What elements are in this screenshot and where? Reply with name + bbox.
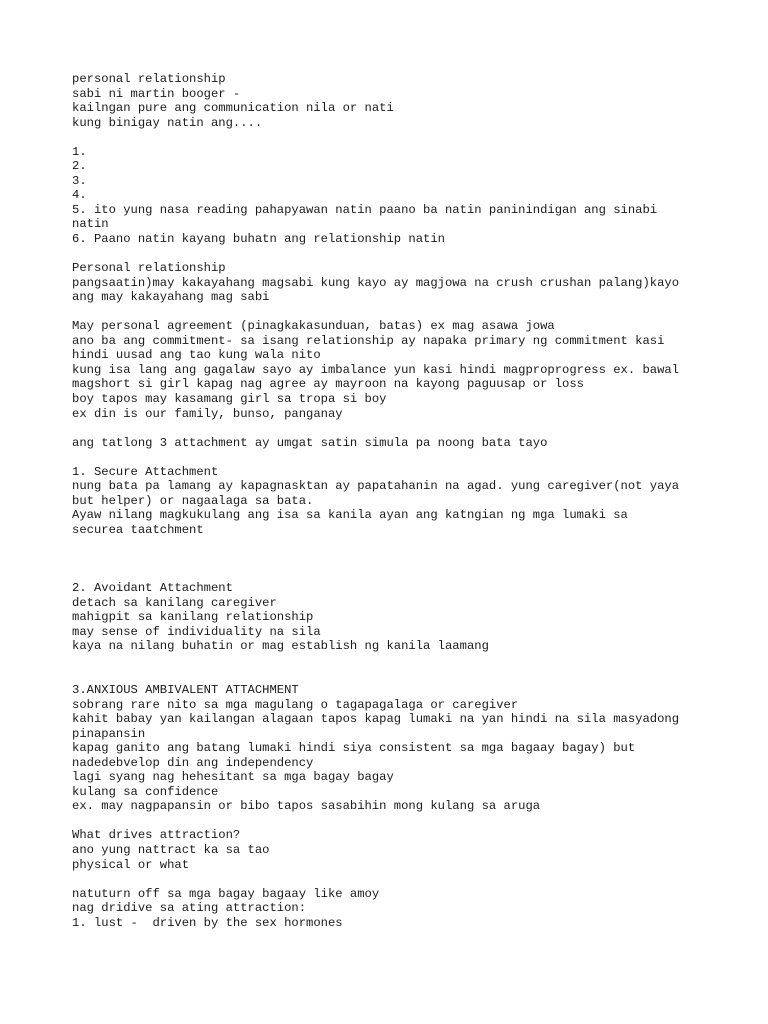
text-line: Ayaw nilang magkukulang ang isa sa kanila ayan ang katngian ng mga lumaki sa — [72, 508, 628, 523]
text-line: ano yung nattract ka sa tao — [72, 842, 270, 857]
text-line: 1. lust - driven by the sex hormones — [72, 915, 343, 930]
blank-line — [72, 130, 712, 145]
text-line: What drives attraction? — [72, 828, 241, 843]
blank-line — [72, 552, 712, 567]
text-line: 5. ito yung nasa reading pahapyawan natin paano ba natin paninindigan ang sinabi — [72, 202, 658, 217]
blank-line — [72, 450, 712, 465]
text-line: kung isa lang ang gagalaw sayo ay imbalance yun kasi hindi magproprogress ex. bawal — [72, 362, 680, 377]
text-line: mahigpit sa kanilang relationship — [72, 610, 314, 625]
text-line: 3.ANXIOUS AMBIVALENT ATTACHMENT — [72, 682, 299, 697]
text-line: pinapansin — [72, 726, 146, 741]
blank-line — [72, 668, 712, 683]
text-line: ang may kakayahang mag sabi — [72, 290, 270, 305]
text-line: ex. may nagpapansin or bibo tapos sasabihin mong kulang sa aruga — [72, 799, 541, 814]
text-line: may sense of individuality na sila — [72, 624, 321, 639]
text-line: physical or what — [72, 857, 190, 872]
text-line: nag dridive sa ating attraction: — [72, 901, 307, 916]
text-line: 6. Paano natin kayang buhatn ang relationship natin — [72, 232, 445, 247]
text-line: kahit babay yan kailangan alagaan tapos kapag lumaki na yan hindi na sila masyadong — [72, 712, 680, 727]
text-line: but helper) or nagaalaga sa bata. — [72, 493, 314, 508]
text-line: securea taatchment — [72, 522, 204, 537]
text-line: magshort si girl kapag nag agree ay mayroon na kayong paguusap or loss — [72, 377, 584, 392]
text-line: sabi ni martin booger - — [72, 86, 241, 101]
text-line: boy tapos may kasamang girl sa tropa si boy — [72, 392, 387, 407]
text-line: kung binigay natin ang.... — [72, 115, 263, 130]
text-line: May personal agreement (pinagkakasunduan, batas) ex mag asawa jowa — [72, 319, 555, 334]
blank-line — [72, 654, 712, 669]
blank-line — [72, 814, 712, 829]
text-line: nung bata pa lamang ay kapagnasktan ay papatahanin na agad. yung caregiver(not yaya — [72, 479, 680, 494]
text-line: Personal relationship — [72, 261, 226, 276]
text-line: sobrang rare nito sa mga magulang o tagapagalaga or caregiver — [72, 697, 519, 712]
text-line: 4. — [72, 188, 87, 203]
blank-line — [72, 305, 712, 320]
blank-line — [72, 421, 712, 436]
text-line: lagi syang nag hehesitant sa mga bagay bagay — [72, 770, 394, 785]
text-line: 1. — [72, 144, 87, 159]
text-line: natuturn off sa mga bagay bagaay like amoy — [72, 886, 380, 901]
text-line: ex din is our family, bunso, panganay — [72, 406, 343, 421]
text-line: kulang sa confidence — [72, 784, 219, 799]
text-line: detach sa kanilang caregiver — [72, 595, 277, 610]
text-line: hindi uusad ang tao kung wala nito — [72, 348, 321, 363]
blank-line — [72, 247, 712, 262]
text-line: kaya na nilang buhatin or mag establish ng kanila laamang — [72, 639, 489, 654]
text-line: pangsaatin)may kakayahang magsabi kung kayo ay magjowa na crush crushan palang)kayo — [72, 275, 680, 290]
blank-line — [72, 567, 712, 582]
blank-line — [72, 872, 712, 887]
text-line: 2. Avoidant Attachment — [72, 581, 233, 596]
blank-line — [72, 538, 712, 553]
text-line: nadedebvelop din ang independency — [72, 755, 314, 770]
text-line: personal relationship — [72, 72, 226, 86]
text-line: kapag ganito ang batang lumaki hindi siya consistent sa mga bagaay bagay) but — [72, 741, 636, 756]
text-line: 1. Secure Attachment — [72, 464, 219, 479]
text-line: ano ba ang commitment- sa isang relationship ay napaka primary ng commitment kasi — [72, 333, 665, 348]
document-body — [72, 72, 712, 930]
text-line: natin — [72, 217, 109, 232]
text-line: 2. — [72, 159, 87, 174]
text-line: 3. — [72, 173, 87, 188]
text-line: kailngan pure ang communication nila or nati — [72, 101, 394, 116]
text-line: ang tatlong 3 attachment ay umgat satin simula pa noong bata tayo — [72, 435, 548, 450]
